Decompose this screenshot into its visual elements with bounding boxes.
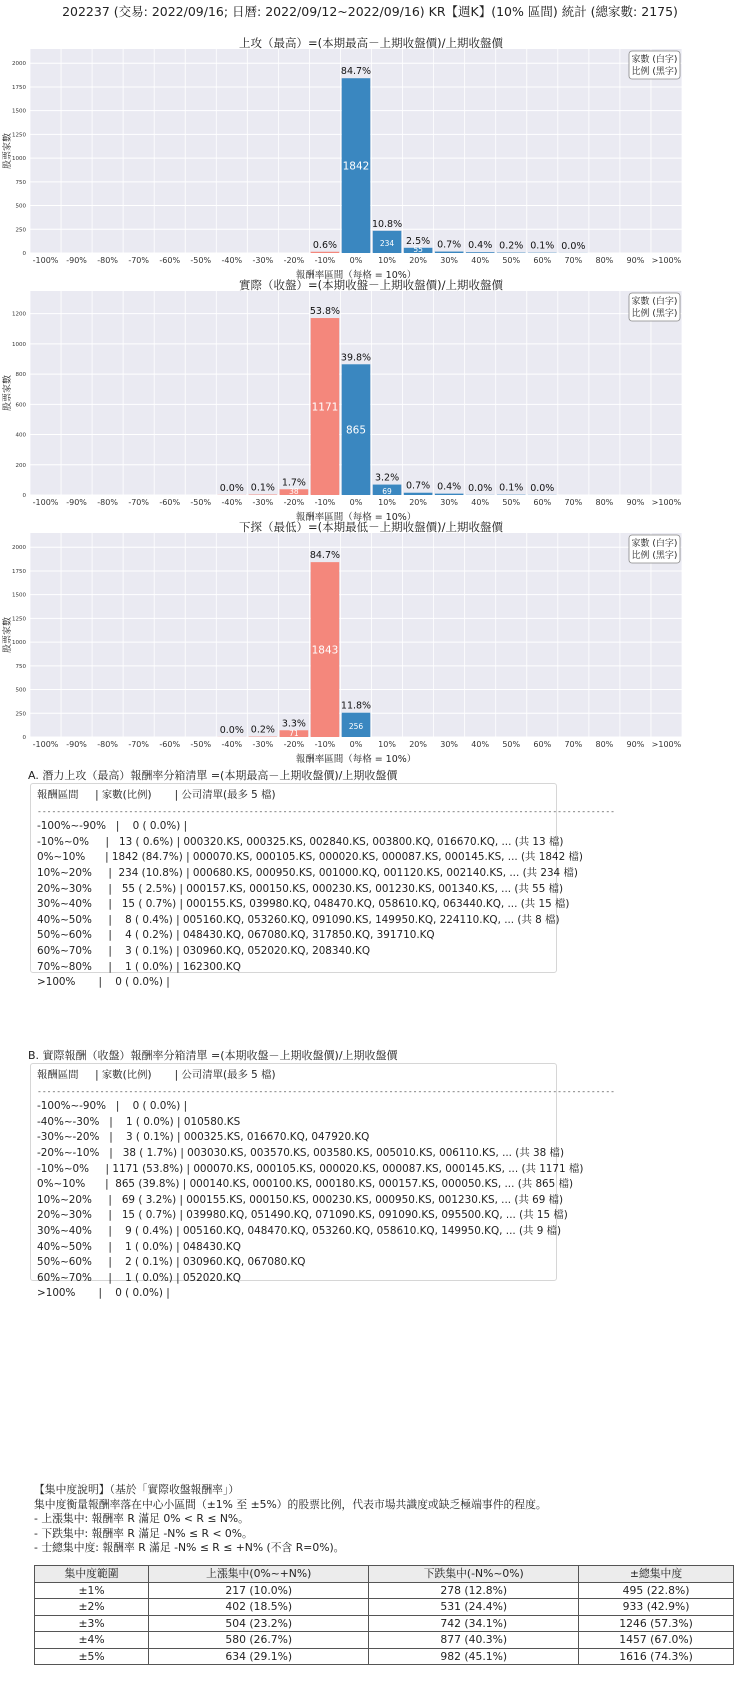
downside-low-chart: [0, 519, 740, 764]
list-row: 20%~30% | 15 ( 0.7%) | 039980.KQ, 051490.KQ, 071090.KS, 091090.KS, 095500.KQ, ... (共 15 檔): [37, 1209, 568, 1222]
table-cell: 742 (34.1%): [369, 1615, 579, 1632]
x-tick-label: 40%: [471, 498, 490, 507]
chart-legend: [629, 293, 680, 321]
y-tick-label: 250: [15, 711, 26, 718]
note-line: - 上漲集中: 報酬率 R 滿足 0% < R ≤ N%。: [34, 1512, 249, 1525]
y-tick-label: 1750: [12, 568, 26, 575]
y-tick-label: 2000: [12, 61, 26, 68]
y-tick-label: 0: [22, 735, 26, 741]
x-tick-label: 0%: [349, 256, 363, 265]
table-cell: 402 (18.5%): [149, 1599, 369, 1616]
x-tick-label: -10%: [314, 256, 336, 265]
x-tick-label: -10%: [314, 498, 336, 507]
percent-label: 0.4%: [437, 481, 462, 493]
x-tick-label: 0%: [349, 740, 363, 749]
table-row: [35, 1582, 734, 1599]
list-row: 10%~20% | 69 ( 3.2%) | 000155.KS, 000150.KS, 000230.KS, 000950.KS, 001230.KS, ... (共 69 檔): [37, 1193, 564, 1206]
x-tick-label: 10%: [378, 498, 396, 507]
percent-label: 0.1%: [250, 482, 275, 494]
concentration-table-header: [35, 1566, 734, 1583]
x-tick-label: 50%: [502, 498, 521, 507]
x-tick-label: -60%: [159, 498, 181, 507]
bar: [404, 493, 433, 495]
list-row: 40%~50% | 1 ( 0.0%) | 048430.KQ: [37, 1240, 241, 1253]
table-cell: 1616 (74.3%): [579, 1648, 734, 1665]
table-header-cell: 下跌集中(-N%~0%): [369, 1566, 579, 1583]
list-row: 20%~30% | 55 ( 2.5%) | 000157.KS, 000150.KS, 000230.KS, 001230.KS, 001340.KS, ... (共 55 檔): [37, 882, 564, 895]
x-tick-label: -70%: [128, 740, 150, 749]
list-row: -10%~0% | 13 ( 0.6%) | 000320.KS, 000325.KS, 002840.KS, 003800.KQ, 016670.KQ, ... (共 13 檔): [37, 835, 564, 848]
y-tick-label: 0: [22, 251, 26, 257]
x-tick-label: -60%: [159, 256, 181, 265]
percent-label: 84.7%: [340, 66, 372, 78]
x-tick-label: -40%: [221, 740, 243, 749]
list-row: 50%~60% | 2 ( 0.1%) | 030960.KQ, 067080.KQ: [37, 1256, 306, 1269]
table-cell: 1246 (57.3%): [579, 1615, 734, 1632]
x-axis-label: 報酬率區間（每格 = 10%）: [295, 754, 417, 765]
percent-label: 11.8%: [340, 700, 372, 712]
count-label: 256: [348, 721, 364, 731]
x-tick-label: -20%: [283, 256, 305, 265]
x-tick-label: 70%: [564, 740, 583, 749]
actual-close-chart: [0, 277, 740, 522]
y-tick-label: 1500: [12, 108, 26, 115]
x-tick-label: -60%: [159, 740, 181, 749]
percent-label: 0.0%: [468, 482, 493, 494]
x-tick-label: 90%: [626, 740, 645, 749]
x-tick-label: 20%: [409, 498, 427, 507]
x-tick-label: 60%: [533, 256, 552, 265]
y-tick-label: 800: [15, 372, 26, 379]
x-tick-label: -90%: [66, 256, 87, 265]
table-header-cell: 上漲集中(0%~+N%): [149, 1566, 369, 1583]
list-separator: ------------------------------------------------------------------------------------------------------------------------: [37, 806, 615, 816]
list-row: 50%~60% | 4 ( 0.2%) | 048430.KQ, 067080.KQ, 317850.KQ, 391710.KQ: [37, 929, 435, 942]
x-tick-label: -70%: [128, 498, 150, 507]
chart-legend: [629, 51, 680, 79]
page-title: 202237 (交易: 2022/09/16; 日曆: 2022/09/12~2022/09/16) KR【週K】(10% 區間) 統計 (總家數: 2175): [62, 4, 678, 19]
chart-title: 下探（最低）=(本期最低－上期收盤價)/上期收盤價: [239, 520, 503, 534]
bar: [435, 494, 464, 495]
x-tick-label: 10%: [378, 740, 396, 749]
x-tick-label: 40%: [471, 740, 490, 749]
x-tick-label: -100%: [32, 740, 59, 749]
table-row: [35, 1648, 734, 1665]
percent-label: 0.0%: [561, 240, 586, 252]
table-cell: ±1%: [35, 1582, 149, 1599]
percent-label: 0.7%: [437, 239, 462, 251]
x-tick-label: 80%: [595, 498, 614, 507]
y-axis-label: 股票家數: [3, 374, 13, 412]
percent-label: 0.4%: [468, 240, 493, 252]
x-tick-label: -40%: [221, 498, 243, 507]
x-tick-label: -40%: [221, 256, 243, 265]
chart-title: 上攻（最高）=(本期最高－上期收盤價)/上期收盤價: [239, 36, 503, 50]
table-row: [35, 1599, 734, 1616]
y-tick-label: 250: [15, 227, 26, 234]
count-label: 865: [345, 424, 367, 437]
x-tick-label: -90%: [66, 498, 87, 507]
legend-entry: 家數 (白字): [631, 55, 678, 65]
table-row: [35, 1632, 734, 1649]
table-cell: 495 (22.8%): [579, 1582, 734, 1599]
list-row: 0%~10% | 1842 (84.7%) | 000070.KS, 000105.KS, 000020.KS, 000087.KS, 000145.KS, ... (共 1842 檔): [37, 851, 583, 864]
x-tick-label: 40%: [471, 256, 490, 265]
table-cell: 504 (23.2%): [149, 1615, 369, 1632]
x-tick-label: -10%: [314, 740, 336, 749]
legend-entry: 比例 (黑字): [631, 67, 678, 77]
y-tick-label: 1000: [12, 341, 26, 348]
percent-label: 10.8%: [371, 218, 403, 230]
x-tick-label: 0%: [349, 498, 363, 507]
x-tick-label: -30%: [252, 498, 274, 507]
percent-label: 0.0%: [219, 724, 244, 736]
list-row: 70%~80% | 1 ( 0.0%) | 162300.KQ: [37, 960, 241, 973]
list-row: 30%~40% | 9 ( 0.4%) | 005160.KQ, 048470.KQ, 053260.KQ, 058610.KQ, 149950.KQ, ... (共 9 檔): [37, 1224, 562, 1237]
y-tick-label: 750: [15, 663, 26, 670]
table-cell: 217 (10.0%): [149, 1582, 369, 1599]
table-cell: 982 (45.1%): [369, 1648, 579, 1665]
legend-entry: 比例 (黑字): [631, 551, 678, 561]
note-line: 【集中度說明】（基於「實際收盤報酬率」）: [34, 1483, 240, 1496]
list-row: -30%~-20% | 3 ( 0.1%) | 000325.KS, 016670.KQ, 047920.KQ: [37, 1131, 370, 1144]
bar: [311, 252, 340, 253]
y-tick-label: 400: [15, 432, 26, 439]
chart-legend: [629, 535, 680, 563]
concentration-table: [34, 1565, 734, 1665]
list-row: -10%~0% | 1171 (53.8%) | 000070.KS, 000105.KS, 000020.KS, 000087.KS, 000145.KS, ... (共 1171 檔): [37, 1162, 584, 1175]
x-tick-label: 10%: [378, 256, 396, 265]
x-tick-label: 90%: [626, 256, 645, 265]
upside-high-chart: [0, 35, 740, 280]
x-tick-label: -50%: [190, 740, 212, 749]
x-tick-label: >100%: [651, 740, 682, 749]
table-header-cell: 集中度範圍: [35, 1566, 149, 1583]
table-cell: ±3%: [35, 1615, 149, 1632]
list-a-heading: A. 潛力上攻（最高）報酬率分箱清單 =(本期最高－上期收盤價)/上期收盤價: [28, 769, 398, 782]
percent-label: 3.3%: [281, 718, 306, 730]
count-label: 38: [289, 487, 299, 496]
list-row: -100%~-90% | 0 ( 0.0%) |: [37, 820, 188, 833]
count-label: 69: [382, 486, 392, 496]
table-cell: 877 (40.3%): [369, 1632, 579, 1649]
table-cell: ±4%: [35, 1632, 149, 1649]
table-cell: ±5%: [35, 1648, 149, 1665]
x-tick-label: 90%: [626, 498, 645, 507]
bar: [466, 252, 495, 253]
percent-label: 1.7%: [281, 477, 306, 489]
count-label: 71: [289, 729, 299, 738]
count-label: 1842: [342, 160, 370, 173]
list-a-box: [30, 783, 615, 989]
x-tick-label: -50%: [190, 498, 212, 507]
concentration-note: [34, 1483, 547, 1556]
x-tick-label: -100%: [32, 498, 59, 507]
x-tick-label: -20%: [283, 740, 305, 749]
note-line: - 士總集中度: 報酬率 R 滿足 -N% ≤ R ≤ +N% (不含 R=0%)。: [34, 1541, 345, 1554]
x-tick-label: 60%: [533, 740, 552, 749]
percent-label: 53.8%: [309, 306, 341, 318]
table-cell: 933 (42.9%): [579, 1599, 734, 1616]
list-row: >100% | 0 ( 0.0%) |: [37, 976, 170, 989]
y-tick-label: 2000: [12, 545, 26, 552]
table-cell: 634 (29.1%): [149, 1648, 369, 1665]
x-tick-label: -80%: [97, 256, 118, 265]
list-row: -20%~-10% | 38 ( 1.7%) | 003030.KS, 003570.KS, 003580.KS, 005010.KS, 006110.KS, ... (共 38 檔): [37, 1146, 564, 1159]
x-tick-label: 70%: [564, 498, 583, 507]
list-b-heading: B. 實際報酬（收盤）報酬率分箱清單 =(本期收盤－上期收盤價)/上期收盤價: [28, 1049, 398, 1062]
percent-label: 84.7%: [309, 550, 341, 562]
x-tick-label: >100%: [651, 256, 682, 265]
percent-label: 3.2%: [374, 472, 400, 484]
note-line: 集中度衡量報酬率落在中心小區間（±1% 至 ±5%）的股票比例，代表市場共識度或缺乏極端事件的程度。: [34, 1497, 547, 1511]
x-tick-label: -20%: [283, 498, 305, 507]
table-header-cell: ±總集中度: [579, 1566, 734, 1583]
table-cell: 580 (26.7%): [149, 1632, 369, 1649]
x-tick-label: 60%: [533, 498, 552, 507]
x-tick-label: -80%: [97, 740, 118, 749]
percent-label: 0.2%: [250, 724, 275, 736]
count-label: 1843: [311, 644, 339, 657]
percent-label: 0.0%: [219, 482, 244, 494]
list-row: -100%~-90% | 0 ( 0.0%) |: [37, 1100, 188, 1113]
x-tick-label: 30%: [440, 256, 459, 265]
count-label: 234: [379, 238, 395, 248]
percent-label: 0.0%: [530, 482, 555, 494]
list-row: -40%~-30% | 1 ( 0.0%) | 010580.KS: [37, 1115, 241, 1128]
list-b-box: [30, 1063, 615, 1300]
y-tick-label: 200: [15, 462, 26, 469]
y-tick-label: 1750: [12, 84, 26, 91]
bar: [435, 252, 464, 253]
x-tick-label: 70%: [564, 256, 583, 265]
y-tick-label: 1500: [12, 592, 26, 599]
y-tick-label: 750: [15, 179, 26, 186]
chart-title: 實際（收盤）=(本期收盤－上期收盤價)/上期收盤價: [239, 278, 503, 292]
y-axis-label: 股票家數: [3, 132, 13, 170]
x-tick-label: 80%: [595, 740, 614, 749]
y-tick-label: 500: [15, 687, 26, 694]
x-tick-label: -90%: [66, 740, 87, 749]
x-tick-label: 80%: [595, 256, 614, 265]
table-cell: ±2%: [35, 1599, 149, 1616]
y-tick-label: 1200: [12, 311, 26, 318]
y-tick-label: 1000: [12, 640, 26, 647]
y-tick-label: 0: [22, 493, 26, 499]
percent-label: 0.6%: [312, 239, 338, 251]
legend-entry: 家數 (白字): [631, 539, 678, 549]
legend-entry: 家數 (白字): [631, 297, 678, 307]
percent-label: 0.2%: [499, 240, 524, 252]
x-tick-label: 30%: [440, 498, 459, 507]
x-tick-label: -80%: [97, 498, 118, 507]
x-tick-label: 30%: [440, 740, 459, 749]
list-row: >100% | 0 ( 0.0%) |: [37, 1287, 170, 1300]
x-tick-label: -30%: [252, 256, 274, 265]
x-tick-label: 20%: [409, 740, 427, 749]
table-cell: 1457 (67.0%): [579, 1632, 734, 1649]
list-row: 0%~10% | 865 (39.8%) | 000140.KS, 000100.KS, 000180.KS, 000157.KS, 000050.KS, ... (共 865 檔): [37, 1178, 574, 1191]
y-tick-label: 1000: [12, 156, 26, 163]
y-tick-label: 600: [15, 402, 26, 409]
x-tick-label: 50%: [502, 740, 521, 749]
x-tick-label: >100%: [651, 498, 682, 507]
list-row: 60%~70% | 3 ( 0.1%) | 030960.KQ, 052020.KQ, 208340.KQ: [37, 944, 371, 957]
table-row: [35, 1615, 734, 1632]
count-label: 55: [413, 245, 423, 254]
x-tick-label: 20%: [409, 256, 427, 265]
note-line: - 下跌集中: 報酬率 R 滿足 -N% ≤ R < 0%。: [34, 1526, 253, 1540]
y-tick-label: 1250: [12, 616, 26, 623]
list-row: 30%~40% | 15 ( 0.7%) | 000155.KS, 039980.KQ, 048470.KQ, 058610.KQ, 063440.KQ, ... (共 15 檔): [37, 898, 570, 911]
percent-label: 0.1%: [499, 482, 524, 494]
list-separator: ------------------------------------------------------------------------------------------------------------------------: [37, 1086, 615, 1096]
x-axis-label: 報酬率區間（每格 = 10%）: [295, 270, 417, 281]
y-tick-label: 1250: [12, 132, 26, 139]
percent-label: 0.7%: [406, 480, 431, 492]
x-tick-label: 50%: [502, 256, 521, 265]
y-axis-label: 股票家數: [3, 616, 13, 654]
table-cell: 278 (12.8%): [369, 1582, 579, 1599]
x-tick-label: -100%: [32, 256, 59, 265]
list-header-row: 報酬區間 | 家數(比例) | 公司清單(最多 5 檔): [37, 789, 276, 801]
percent-label: 0.1%: [530, 240, 555, 252]
x-axis-label: 報酬率區間（每格 = 10%）: [295, 512, 417, 523]
y-tick-label: 500: [15, 203, 26, 210]
list-header-row: 報酬區間 | 家數(比例) | 公司清單(最多 5 檔): [37, 1069, 276, 1081]
percent-label: 39.8%: [340, 352, 372, 364]
percent-label: 2.5%: [406, 235, 431, 247]
list-row: 60%~70% | 1 ( 0.0%) | 052020.KQ: [37, 1271, 241, 1284]
x-tick-label: -50%: [190, 256, 212, 265]
table-cell: 531 (24.4%): [369, 1599, 579, 1616]
list-row: 40%~50% | 8 ( 0.4%) | 005160.KQ, 053260.KQ, 091090.KS, 149950.KQ, 224110.KQ, ... (共 8 檔): [37, 913, 560, 926]
list-row: 10%~20% | 234 (10.8%) | 000680.KS, 000950.KS, 001000.KQ, 001120.KS, 002140.KS, ... (共 234 檔): [37, 866, 578, 879]
x-tick-label: -70%: [128, 256, 150, 265]
x-tick-label: -30%: [252, 740, 274, 749]
legend-entry: 比例 (黑字): [631, 309, 678, 319]
count-label: 1171: [311, 401, 339, 414]
